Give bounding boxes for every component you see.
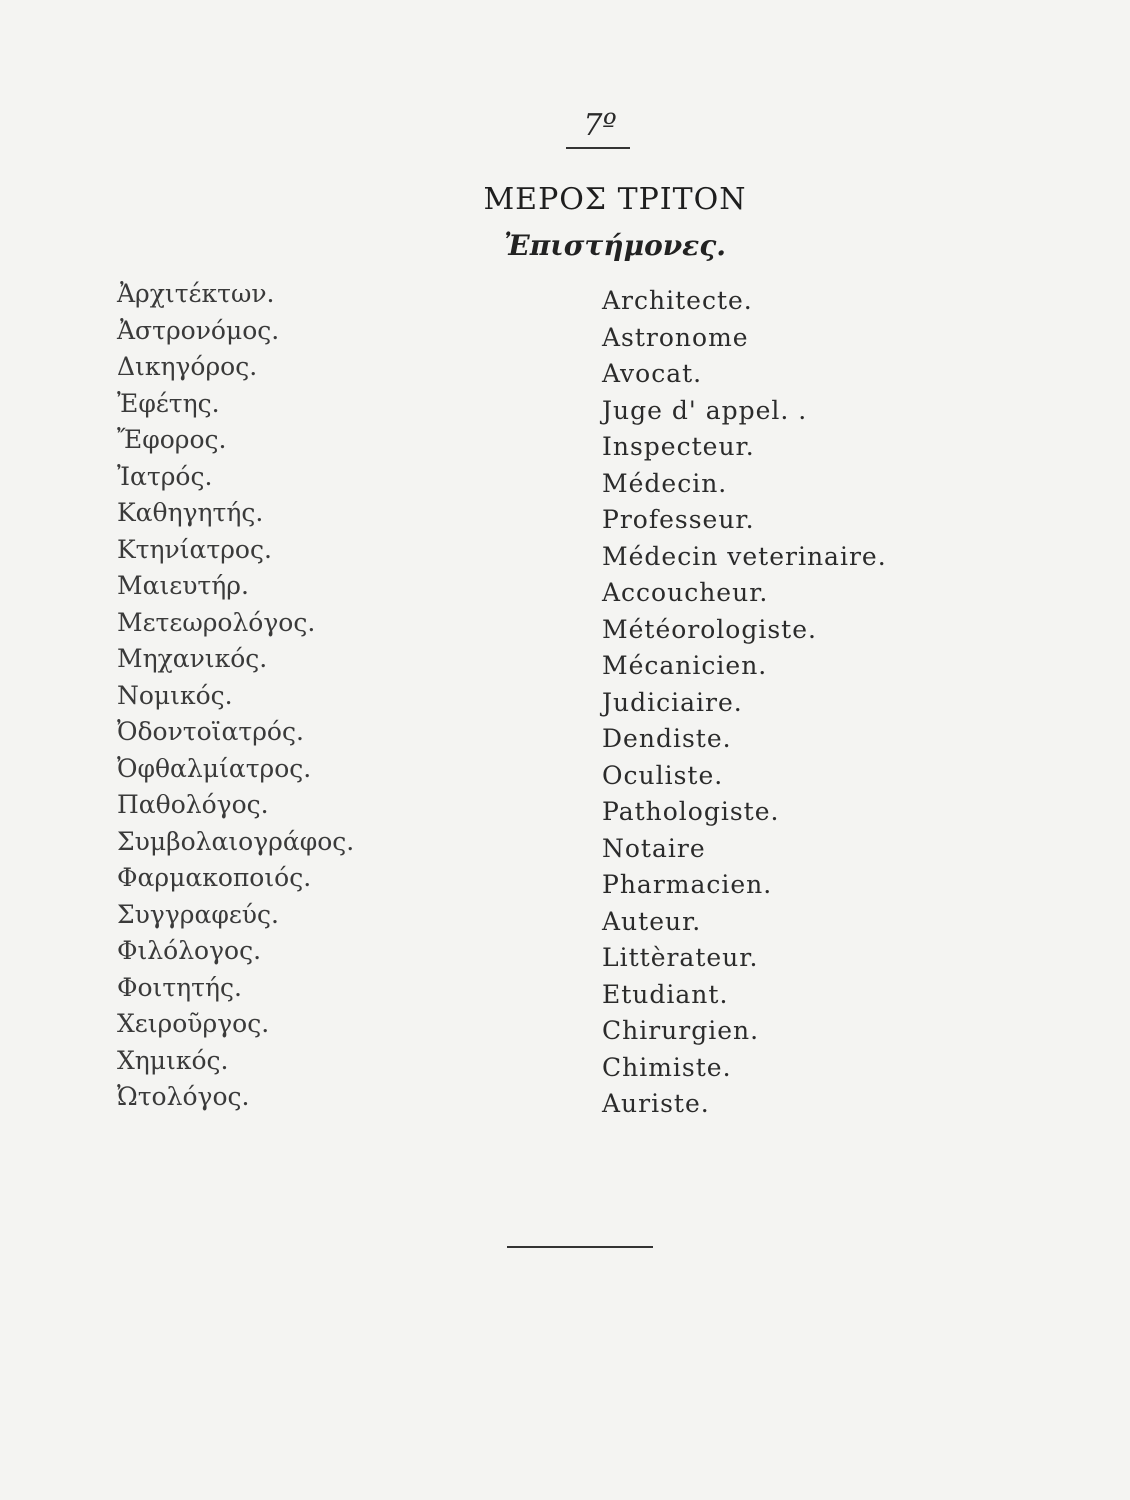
french-term: Astronome	[602, 322, 749, 352]
french-term: Littèrateur.	[602, 943, 759, 972]
french-term: Médecin.	[602, 468, 728, 498]
greek-term: Νομικός.	[117, 680, 233, 710]
french-term: Inspecteur.	[602, 432, 755, 461]
french-term: Accoucheur.	[602, 578, 769, 607]
greek-term: Ἐφέτης.	[117, 388, 220, 418]
greek-term: Φαρμακοποιός.	[117, 863, 312, 892]
closing-rule	[507, 1246, 653, 1248]
greek-term: Ἀστρονόμος.	[117, 315, 280, 345]
greek-term: Χειροῦργος.	[117, 1009, 270, 1038]
greek-term: Κτηνίατρος.	[117, 534, 272, 564]
part-title: ΜΕΡΟΣ ΤΡΙΤΟΝ	[483, 182, 747, 217]
section-title: Ἐπιστήμονες.	[504, 229, 726, 262]
french-term: Pathologiste.	[602, 797, 780, 826]
french-term: Médecin veterinaire.	[602, 541, 887, 571]
french-term: Judiciaire.	[602, 687, 743, 717]
greek-term: Μηχανικός.	[117, 644, 268, 673]
french-term: Etudiant.	[602, 979, 729, 1009]
french-term: Avocat.	[602, 359, 703, 388]
french-term: Auriste.	[602, 1089, 710, 1118]
french-term: Professeur.	[602, 505, 755, 534]
greek-term: Δικηγόρος.	[117, 352, 258, 381]
greek-term: Ὀδοντοϊατρός.	[117, 717, 304, 746]
french-term: Oculiste.	[602, 760, 724, 790]
greek-term: Ἰατρός.	[117, 461, 213, 491]
greek-term: Μετεωρολόγος.	[117, 607, 316, 637]
french-term: Mécanicien.	[602, 651, 768, 680]
greek-term: Καθηγητής.	[117, 498, 264, 527]
greek-term: Ὠτολόγος.	[117, 1082, 250, 1111]
greek-term: Ἀρχιτέκτων.	[117, 279, 275, 308]
french-term: Architecte.	[602, 286, 753, 315]
french-term: Chirurgien.	[602, 1016, 760, 1045]
greek-term: Φοιτητής.	[117, 972, 242, 1002]
french-term: Juge d' appel. .	[602, 395, 808, 425]
greek-terms-column	[117, 276, 437, 1116]
french-term: Dendiste.	[602, 724, 732, 753]
french-term: Chimiste.	[602, 1052, 732, 1082]
greek-term: Παθολόγος.	[117, 790, 269, 819]
greek-term: Ὀφθαλμίατρος.	[117, 753, 312, 783]
greek-term: Συμβολαιογράφος.	[117, 826, 355, 856]
greek-term: Χημικός.	[117, 1045, 229, 1075]
french-terms-column	[602, 283, 1022, 1123]
greek-term: Φιλόλογος.	[117, 936, 262, 965]
greek-term: Μαιευτήρ.	[117, 571, 249, 600]
greek-term: Ἔφορος.	[117, 425, 227, 454]
page-number: 7º	[583, 108, 617, 143]
french-term: Météorologiste.	[602, 614, 817, 644]
greek-term: Συγγραφεύς.	[117, 899, 279, 929]
french-term: Notaire	[602, 833, 706, 863]
french-term: Auteur.	[602, 906, 702, 936]
page-number-underline	[566, 147, 630, 149]
french-term: Pharmacien.	[602, 870, 773, 899]
